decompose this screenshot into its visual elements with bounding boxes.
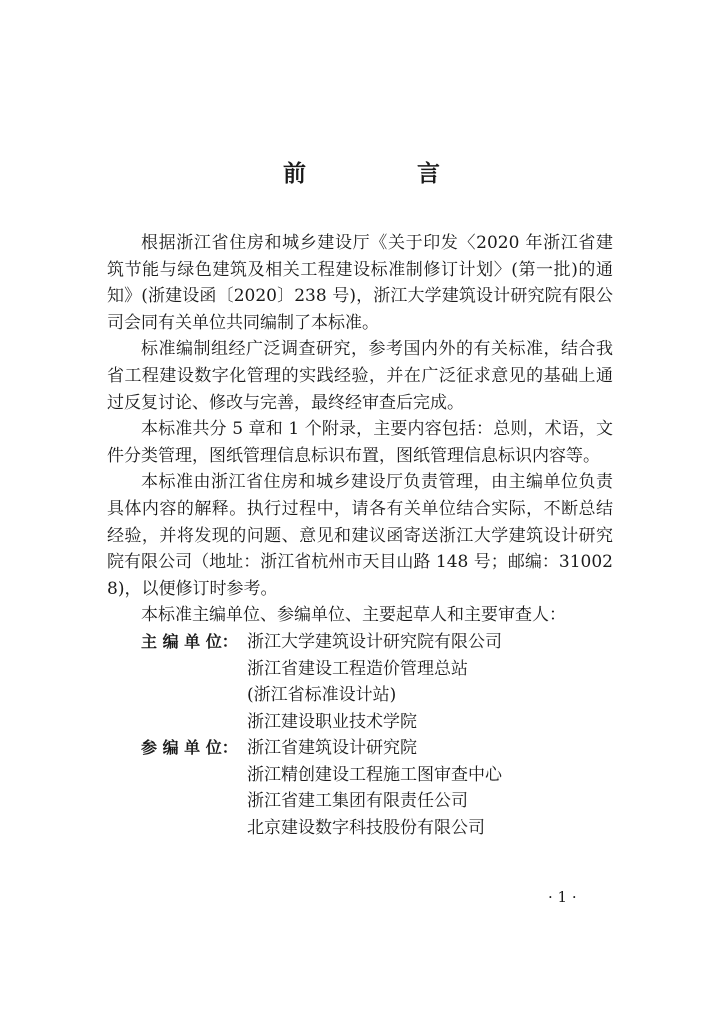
unit-row <box>141 762 613 789</box>
participating-unit-name: 浙江精创建设工程施工图审查中心 <box>247 764 502 785</box>
paragraph-research: 标准编制组经广泛调查研究，参考国内外的有关标准，结合我省工程建设数字化管理的实践经验，并在广泛征求意见的基础上通过反复讨论、修改与完善，最终经审查后完成。 <box>107 339 613 413</box>
unit-row <box>141 788 613 815</box>
paragraph-units-intro: 本标准主编单位、参编单位、主要起草人和主要审查人： <box>141 605 566 626</box>
paragraph-basis: 根据浙江省住房和城乡建设厅《关于印发〈2020 年浙江省建筑节能与绿色建筑及相关工程建设标准制修订计划〉(第一批)的通知》(浙建设函〔2020〕238 号)，浙江大学建筑设计研究院有限公司会同有关单位共同编制了本标准。 <box>107 233 613 333</box>
chief-unit-name: 浙江建设职业技术学院 <box>247 711 417 732</box>
participating-units-block <box>141 735 613 841</box>
unit-row <box>141 656 613 683</box>
chief-unit-name: 浙江省建设工程造价管理总站 <box>247 658 468 679</box>
chief-units-block <box>141 629 613 735</box>
unit-row <box>141 682 613 709</box>
participating-unit-name: 浙江省建筑设计研究院 <box>247 738 417 759</box>
paragraph-management: 本标准由浙江省住房和城乡建设厅负责管理，由主编单位负责具体内容的解释。执行过程中，请各有关单位结合实际，不断总结经验，并将发现的问题、意见和建议函寄送浙江大学建筑设计研究院有限公司（地址：浙江省杭州市天目山路 148 号；邮编：310028)，以便修订时参考。 <box>107 472 613 599</box>
unit-row <box>141 815 613 842</box>
unit-row <box>141 735 613 762</box>
page-title: 前 言 <box>283 161 484 187</box>
page-number: · 1 · <box>548 888 577 906</box>
paragraph-contents: 本标准共分 5 章和 1 个附录，主要内容包括：总则，术语，文件分类管理，图纸管理信息标识布置，图纸管理信息标识内容等。 <box>107 419 613 466</box>
chief-unit-name: 浙江大学建筑设计研究院有限公司 <box>247 631 502 652</box>
participating-units-label: 参 编 单 位： <box>141 738 238 758</box>
chief-units-label: 主 编 单 位： <box>141 631 238 651</box>
unit-row <box>141 709 613 736</box>
unit-row <box>141 629 613 656</box>
participating-unit-name: 浙江省建工集团有限责任公司 <box>247 791 468 812</box>
participating-unit-name: 北京建设数字科技股份有限公司 <box>247 818 485 839</box>
chief-unit-name: (浙江省标准设计站) <box>247 685 397 706</box>
preface-body <box>107 230 613 842</box>
